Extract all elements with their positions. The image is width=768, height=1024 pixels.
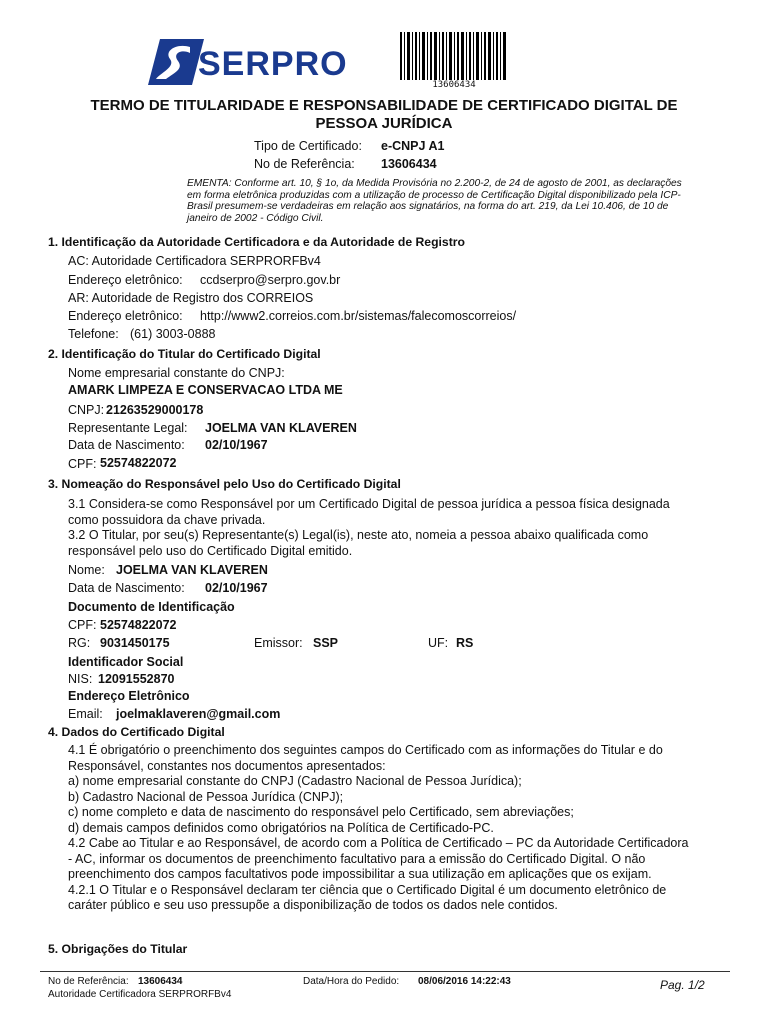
email-label: Email: xyxy=(68,707,103,721)
end1-value: ccdserpro@serpro.gov.br xyxy=(200,273,341,287)
paragraph-line: 3.2 O Titular, por seu(s) Representante(s) Legal(is), neste ato, nomeia a pessoa abaixo qualificada como xyxy=(68,528,649,542)
representante-label: Representante Legal: xyxy=(68,421,188,435)
serpro-emblem-icon xyxy=(146,33,206,93)
rg-value: 9031450175 xyxy=(100,636,170,650)
resp-cpf-value: 52574822072 xyxy=(100,618,177,632)
nascimento-value: 02/10/1967 xyxy=(205,438,268,452)
paragraph-line: caráter público e seu uso pressupõe a disponibilização de todos os dados nele contidos. xyxy=(68,898,558,912)
paragraph-line: responsável pelo uso do Certificado Digital emitido. xyxy=(68,543,353,558)
section-4-paragraph xyxy=(68,743,733,914)
footer-data-label: Data/Hora do Pedido: xyxy=(303,976,400,987)
logo-text: SERPRO xyxy=(198,45,348,83)
tipo-label: Tipo de Certificado: xyxy=(254,139,362,153)
identificador-heading: Identificador Social xyxy=(68,655,184,669)
paragraph-line: como possuidora da chave privada. xyxy=(68,512,266,527)
cpf-label: CPF: xyxy=(68,457,97,471)
paragraph-line: b) Cadastro Nacional de Pessoa Jurídica (CNPJ); xyxy=(68,789,344,804)
resp-nome-value: JOELMA VAN KLAVEREN xyxy=(116,563,268,577)
resp-nasc-label: Data de Nascimento: xyxy=(68,581,185,595)
ementa-line: janeiro de 2002 - Código Civil. xyxy=(187,212,324,224)
title-line-1: TERMO DE TITULARIDADE E RESPONSABILIDADE DE CERTIFICADO DIGITAL DE xyxy=(90,97,678,114)
section-4-heading: 4. Dados do Certificado Digital xyxy=(48,725,225,739)
documento-heading: Documento de Identificação xyxy=(68,600,235,614)
document-title xyxy=(40,97,728,133)
footer-divider xyxy=(40,971,730,972)
ref-label: No de Referência: xyxy=(254,157,355,171)
section-2-heading: 2. Identificação do Titular do Certificado Digital xyxy=(48,347,321,361)
ar-line: AR: Autoridade de Registro dos CORREIOS xyxy=(68,291,314,305)
rg-label: RG: xyxy=(68,636,91,650)
barcode-number: 13606434 xyxy=(432,80,476,90)
footer-ref-value: 13606434 xyxy=(138,976,183,987)
section-1-heading: 1. Identificação da Autoridade Certificadora e da Autoridade de Registro xyxy=(48,235,465,249)
tel-label: Telefone: xyxy=(68,327,119,341)
end1-label: Endereço eletrônico: xyxy=(68,273,183,287)
ref-value: 13606434 xyxy=(381,157,437,171)
cpf-value: 52574822072 xyxy=(100,456,177,470)
email-value: joelmaklaveren@gmail.com xyxy=(116,707,281,721)
representante-value: JOELMA VAN KLAVEREN xyxy=(205,421,357,435)
paragraph-line: a) nome empresarial constante do CNPJ (Cadastro Nacional de Pessoa Jurídica); xyxy=(68,774,522,788)
paragraph-line: 4.2.1 O Titular e o Responsável declaram ter ciência que o Certificado Digital é um documento eletrônico de xyxy=(68,882,667,897)
resp-nome-label: Nome: xyxy=(68,563,105,577)
footer-ac: Autoridade Certificadora SERPRORFBv4 xyxy=(48,989,232,1000)
nome-empresarial-value: AMARK LIMPEZA E CONSERVACAO LTDA ME xyxy=(68,383,343,397)
uf-value: RS xyxy=(456,636,474,650)
serpro-logo xyxy=(146,33,348,93)
uf-label: UF: xyxy=(428,636,449,650)
ementa-line: EMENTA: Conforme art. 10, § 1o, da Medida Provisória no 2.200-2, de 24 de agosto de 2001, as declarações xyxy=(187,178,682,189)
end2-label: Endereço eletrônico: xyxy=(68,309,183,323)
paragraph-line: 3.1 Considera-se como Responsável por um Certificado Digital de pessoa jurídica a pessoa física designada xyxy=(68,497,670,511)
nis-value: 12091552870 xyxy=(98,672,175,686)
paragraph-line: - AC, informar os documentos de preenchimento facultativo para a emissão do Certificado Digital. O não xyxy=(68,851,646,866)
nis-label: NIS: xyxy=(68,672,93,686)
paragraph-line: c) nome completo e data de nascimento do responsável pelo Certificado, sem abreviações; xyxy=(68,805,574,819)
cnpj-label: CNPJ: xyxy=(68,403,105,417)
paragraph-line: Responsável, constantes nos documentos apresentados: xyxy=(68,758,386,773)
title-line-2: PESSOA JURÍDICA xyxy=(315,115,453,132)
barcode-bars xyxy=(400,32,508,80)
paragraph-line: 4.1 É obrigatório o preenchimento dos seguintes campos do Certificado com as informações do Titular e do xyxy=(68,743,663,757)
footer-ref-label: No de Referência: xyxy=(48,976,129,987)
ementa-line: em forma eletrônica produzidas com a utilização de processo de Certificação Digital disponibilizado pela ICP- xyxy=(187,189,681,201)
section-5-heading: 5. Obrigações do Titular xyxy=(48,942,188,956)
paragraph-line: preenchimento dos campos facultativos pode impossibilitar a sua utilização em aplicações que os exijam. xyxy=(68,867,652,881)
emissor-label: Emissor: xyxy=(254,636,303,650)
resp-cpf-label: CPF: xyxy=(68,618,97,632)
tipo-value: e-CNPJ A1 xyxy=(381,139,445,153)
cnpj-value: 21263529000178 xyxy=(106,403,204,417)
emissor-value: SSP xyxy=(313,636,339,650)
end2-value: http://www2.correios.com.br/sistemas/falecomoscorreios/ xyxy=(200,309,517,323)
resp-nasc-value: 02/10/1967 xyxy=(205,581,268,595)
barcode xyxy=(400,32,508,92)
ac-line: AC: Autoridade Certificadora SERPRORFBv4 xyxy=(68,254,321,268)
section-3-paragraph xyxy=(68,497,728,559)
page-number: Pag. 1/2 xyxy=(660,978,705,992)
section-3-heading: 3. Nomeação do Responsável pelo Uso do Certificado Digital xyxy=(48,477,401,491)
endereco-eletronico-heading: Endereço Eletrônico xyxy=(68,689,190,703)
ementa xyxy=(187,178,717,224)
tel-value: (61) 3003-0888 xyxy=(130,327,216,341)
nascimento-label: Data de Nascimento: xyxy=(68,438,185,452)
ementa-line: Brasil presumem-se verdadeiras em relação aos signatários, na forma do art. 219, da Lei 10.406, de 10 de xyxy=(187,201,669,213)
nome-empresarial-label: Nome empresarial constante do CNPJ: xyxy=(68,366,285,380)
paragraph-line: d) demais campos definidos como obrigatórios na Política de Certificado-PC. xyxy=(68,820,494,835)
footer-data-value: 08/06/2016 14:22:43 xyxy=(418,976,511,987)
paragraph-line: 4.2 Cabe ao Titular e ao Responsável, de acordo com a Política de Certificado – PC da Autoridade Certificadora xyxy=(68,836,689,850)
